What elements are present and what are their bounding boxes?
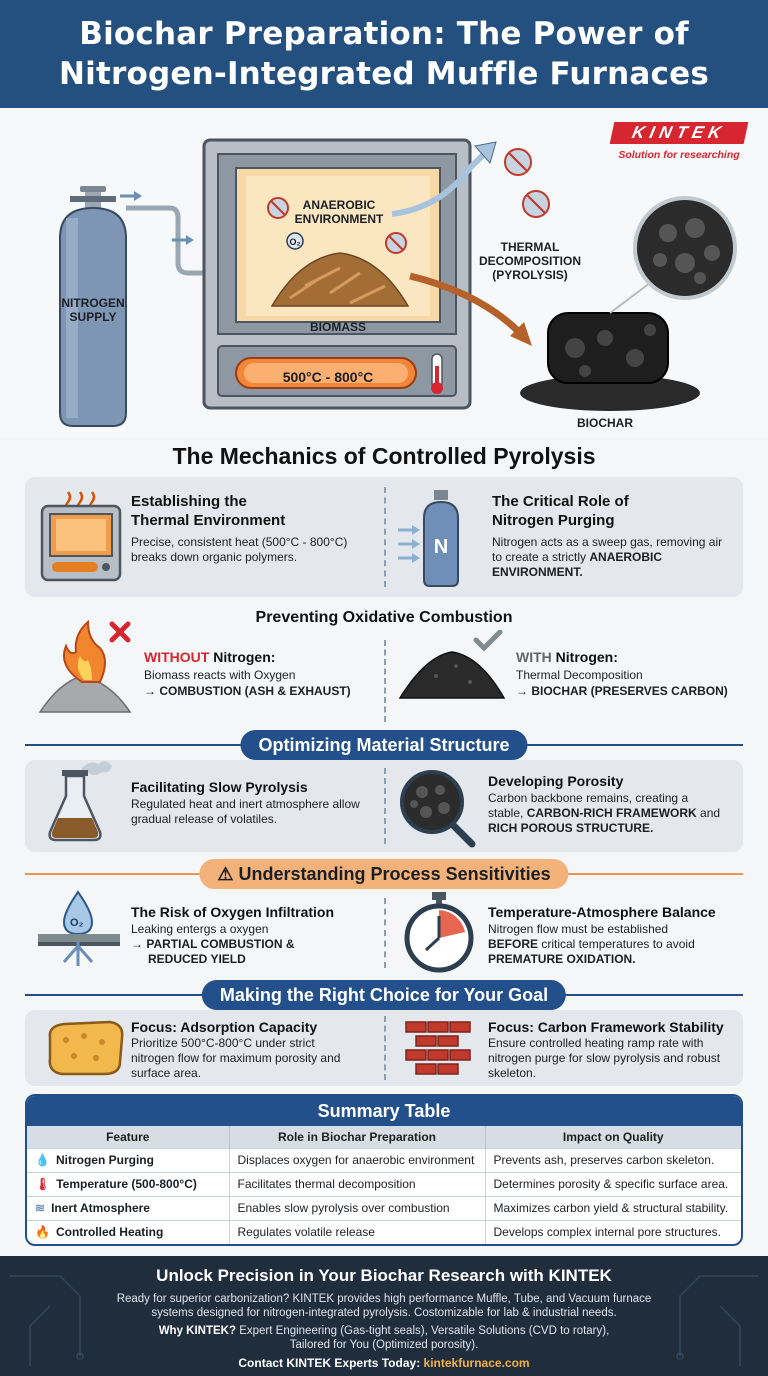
sensitivities-divider <box>384 898 386 968</box>
droplet-icon: 💧 <box>35 1153 50 1167</box>
porosity-text: Carbon backbone remains, creating a stable, CARBON-RICH FRAMEWORK and RICH POROUS STRUCTURE. <box>488 791 721 835</box>
carbon-stability-title: Focus: Carbon Framework Stability <box>488 1019 724 1035</box>
nitrogen-purging-title: The Critical Role of Nitrogen Purging <box>492 493 629 529</box>
table-cell: Prevents ash, preserves carbon skeleton. <box>485 1148 741 1172</box>
thermal-environment-title: Establishing the Thermal Environment <box>131 493 286 529</box>
biochar-icon <box>520 198 735 411</box>
flame-icon: 🔥 <box>35 1225 50 1240</box>
temperature-range-label: 500°C - 800°C <box>282 369 374 385</box>
anaerobic-label: ANAEROBIC ENVIRONMENT <box>294 198 384 226</box>
combustion-divider <box>384 640 386 722</box>
table-row <box>27 1148 741 1172</box>
slow-pyrolysis-text: Regulated heat and inert atmosphere allow gradual release of volatiles. <box>131 797 360 826</box>
flask-icon <box>44 752 116 844</box>
combustion-title: Preventing Oxidative Combustion <box>255 609 513 626</box>
table-cell: 🌡 Temperature (500-800°C) <box>27 1172 229 1196</box>
table-cell: Maximizes carbon yield & structural stability. <box>485 1196 741 1220</box>
thermal-environment-text: Precise, consistent heat (500°C - 800°C) breaks down organic polymers. <box>131 535 348 564</box>
structure-divider <box>384 768 386 844</box>
footer-line-2: systems designed for nitrogen-integrated pyrolysis. Costomizable for lab & industrial needs. <box>151 1307 617 1319</box>
thermometer-icon: 🌡 <box>35 1177 51 1191</box>
furnace-small-icon <box>38 488 124 586</box>
table-cell: 🔥 Controlled Heating <box>27 1220 229 1244</box>
table-cell: Displaces oxygen for anaerobic environment <box>229 1148 485 1172</box>
table-cell: Determines porosity & specific surface area. <box>485 1172 741 1196</box>
biomass-label: BIOMASS <box>309 320 366 334</box>
biochar-label: BIOCHAR <box>577 416 633 430</box>
footer-why-2: Tailored for You (Optimized porosity). <box>289 1339 479 1351</box>
kintek-tagline: Solution for researching <box>618 149 740 161</box>
without-nitrogen-title: WITHOUT Nitrogen: <box>144 649 276 665</box>
footer-website-link[interactable]: kintekfurnace.com <box>423 1356 530 1370</box>
page-title <box>59 14 709 94</box>
table-header: Role in Biochar Preparation <box>229 1126 485 1148</box>
table-cell: Develops complex internal pore structures. <box>485 1220 741 1244</box>
nitrogen-purging-text: Nitrogen acts as a sweep gas, removing air to create a strictly ANAEROBIC ENVIRONMENT. <box>492 535 723 579</box>
summary-grid <box>27 1126 741 1244</box>
mechanics-title: The Mechanics of Controlled Pyrolysis <box>172 443 596 469</box>
structure-title: Optimizing Material Structure <box>240 730 527 760</box>
table-row <box>27 1220 741 1244</box>
table-cell: Regulates volatile release <box>229 1220 485 1244</box>
slow-pyrolysis-title: Facilitating Slow Pyrolysis <box>131 779 308 795</box>
without-nitrogen-line1: Biomass reacts with Oxygen <box>144 668 296 682</box>
warning-icon: ⚠ <box>217 864 234 884</box>
table-row <box>27 1196 741 1220</box>
footer-title: Unlock Precision in Your Biochar Research with KINTEK <box>156 1266 612 1285</box>
title-line-1: Biochar Preparation: The Power of <box>79 16 689 52</box>
stopwatch-icon <box>402 890 476 974</box>
adsorption-title: Focus: Adsorption Capacity <box>131 1019 318 1035</box>
table-header: Impact on Quality <box>485 1126 741 1148</box>
magnifier-porosity-icon <box>396 766 478 848</box>
without-nitrogen-line2: → COMBUSTION (ASH & EXHAUST) <box>144 684 351 698</box>
table-row <box>27 1172 741 1196</box>
table-cell: Facilitates thermal decomposition <box>229 1172 485 1196</box>
footer-line-1: Ready for superior carbonization? KINTEK provides high performance Muffle, Tube, and Vacuum furnace <box>116 1293 652 1305</box>
summary-table-title: Summary Table <box>27 1096 741 1126</box>
with-nitrogen-title: WITH Nitrogen: <box>516 649 618 665</box>
mechanics-divider <box>384 487 386 587</box>
with-nitrogen-line1: Thermal Decomposition <box>516 668 643 682</box>
carbon-stability-text: Ensure controlled heating ramp rate with nitrogen purge for slow pyrolysis and robust skeleton. <box>488 1036 721 1080</box>
biochar-pile-icon <box>396 630 508 702</box>
nitrogen-tank-letter: N <box>433 536 449 558</box>
oxygen-label: O₂ <box>289 237 301 247</box>
with-nitrogen-line2: → BIOCHAR (PRESERVES CARBON) <box>516 684 728 698</box>
table-cell: ≋ Inert Atmosphere <box>27 1196 229 1220</box>
oxygen-infiltration-bold-1: → PARTIAL COMBUSTION & <box>131 937 295 951</box>
table-header: Feature <box>27 1126 229 1148</box>
thermal-decomposition-label: THERMAL DECOMPOSITION (PYROLYSIS) <box>478 240 581 282</box>
sensitivities-title: ⚠ Understanding Process Sensitivities <box>199 859 568 889</box>
header-banner <box>0 0 768 108</box>
title-line-2: Nitrogen-Integrated Muffle Furnaces <box>59 56 709 92</box>
oxygen-infiltration-text: Leaking entergs a oxygen <box>131 922 269 936</box>
table-cell: Enables slow pyrolysis over combustion <box>229 1196 485 1220</box>
brick-wall-icon <box>404 1020 474 1078</box>
choice-title: Making the Right Choice for Your Goal <box>202 980 566 1010</box>
kintek-logo-mark: KINTEK <box>610 122 749 144</box>
oxygen-infiltration-title: The Risk of Oxygen Infiltration <box>131 904 335 920</box>
muffle-furnace-icon <box>204 140 470 408</box>
adsorption-text: Prioritize 500°C-800°C under strict nitrogen flow for maximum porosity and surface area. <box>131 1036 341 1080</box>
temperature-balance-text: Nitrogen flow must be established BEFORE critical temperatures to avoid PREMATURE OXIDATION. <box>488 922 695 966</box>
footer-contact: Contact KINTEK Experts Today: kintekfurnace.com <box>238 1356 530 1370</box>
wind-icon: ≋ <box>35 1201 46 1215</box>
sponge-icon <box>44 1018 126 1078</box>
kintek-logo[interactable] <box>612 122 746 161</box>
choice-divider <box>384 1016 386 1080</box>
temperature-balance-title: Temperature-Atmosphere Balance <box>488 904 716 920</box>
svg-text:O₂: O₂ <box>70 917 84 929</box>
footer-why: Why KINTEK? Expert Engineering (Gas-tight seals), Versatile Solutions (CVD to rotary), <box>158 1325 610 1337</box>
escaped-oxygen-icon <box>505 149 549 217</box>
oxygen-leak-icon <box>36 890 122 972</box>
footer-banner <box>0 1256 768 1376</box>
summary-table <box>25 1094 743 1246</box>
table-header-row <box>27 1126 741 1148</box>
table-cell: 💧 Nitrogen Purging <box>27 1148 229 1172</box>
ash-fire-icon <box>30 616 136 720</box>
nitrogen-supply-label: NITROGEN SUPPLY <box>61 296 125 324</box>
porosity-title: Developing Porosity <box>488 773 624 789</box>
oxygen-infiltration-bold-2: REDUCED YIELD <box>148 952 246 966</box>
